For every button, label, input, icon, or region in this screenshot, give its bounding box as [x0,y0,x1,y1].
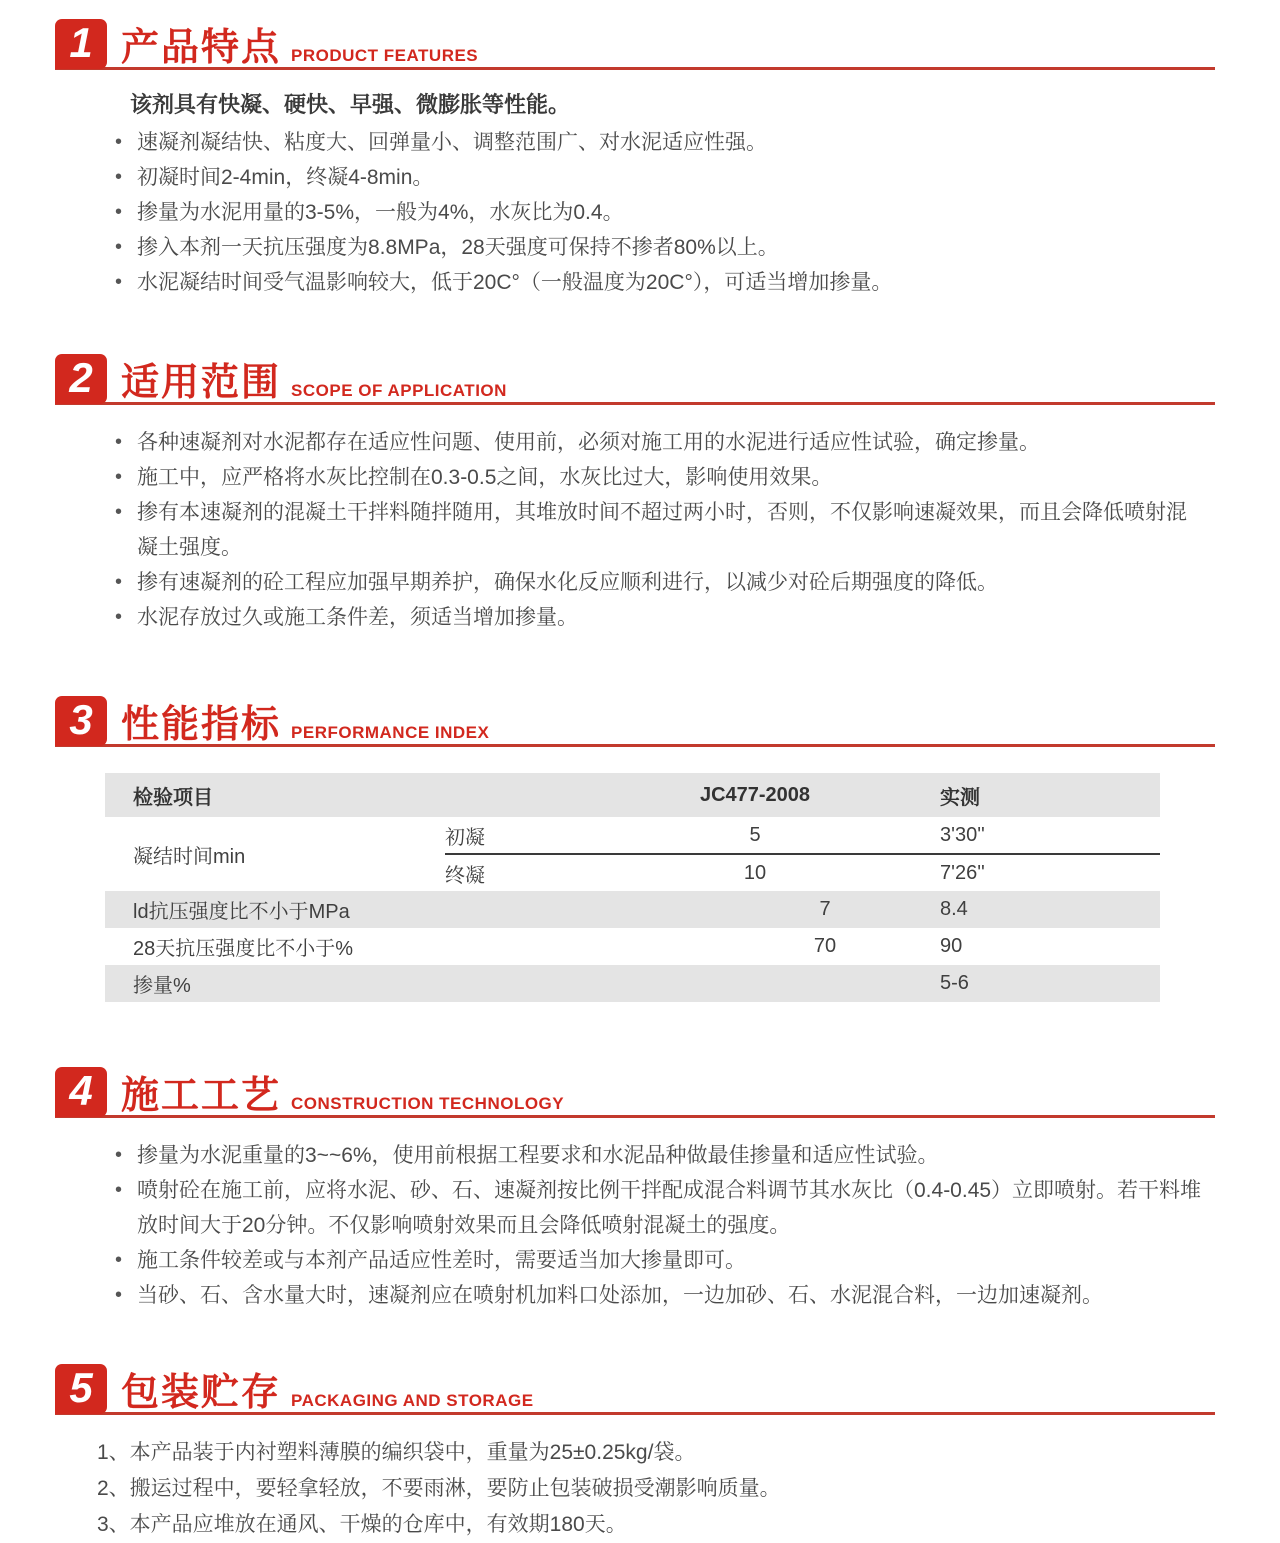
table-cell-measured: 8.4 [940,898,968,920]
bullet-item: • 各种速凝剂对水泥都存在适应性问题、使用前，必须对施工用的水泥进行适应性试验，确定掺量。 [115,425,1205,460]
table-cell-item: 28天抗压强度比不小于% [133,938,354,960]
section-title-en: PACKAGING AND STORAGE [291,1391,534,1410]
section-header [55,697,1215,747]
table-cell-measured: 7'26'' [940,861,985,884]
table-header-jc: JC477-2008 [699,783,811,806]
section-header [55,355,1215,405]
table-cell-jc: 10 [743,861,767,884]
bullet-item: • 速凝剂凝结快、粘度大、回弹量小、调整范围广、对水泥适应性强。 [115,125,1205,160]
bullet-item: • 喷射砼在施工前，应将水泥、砂、石、速凝剂按比例干拌配成混合料调节其水灰比（0.4-0.45）立即喷射。若干料堆放时间大于20分钟。不仅影响喷射效果而且会降低喷射混凝土的强度。 [115,1173,1205,1243]
bullet-item: • 初凝时间2-4min，终凝4-8min。 [115,160,1205,195]
table-cell-measured: 5-6 [940,972,969,994]
section-body [55,88,1215,300]
bullet-item: • 当砂、石、含水量大时，速凝剂应在喷射机加料口处添加，一边加砂、石、水泥混合料，一边加速凝剂。 [115,1278,1205,1313]
table-header-item: 检验项目 [133,786,213,809]
section-construction-technology [55,1068,1215,1313]
bullet-item: • 施工条件较差或与本剂产品适应性差时，需要适当加大掺量即可。 [115,1243,1205,1278]
bullet-item: • 掺有本速凝剂的混凝土干拌料随拌随用，其堆放时间不超过两小时，否则，不仅影响速凝效果，而且会降低喷射混凝土强度。 [115,495,1205,565]
section-body [55,1415,1215,1543]
bullet-item: • 施工中，应严格将水灰比控制在0.3-0.5之间，水灰比过大，影响使用效果。 [115,460,1205,495]
section-title-zh: 产品特点 [121,27,282,69]
table-row [105,965,1160,1002]
section-performance-index [55,697,1215,1002]
feature-intro: 该剂具有快凝、硬快、早强、微膨胀等性能。 [130,92,571,117]
table-row [105,891,1160,928]
bullet-item: • 掺量为水泥用量的3-5%，一般为4%，水灰比为0.4。 [115,195,1205,230]
section-number-badge: 4 [55,1067,107,1117]
section-number-badge: 1 [55,19,107,69]
section-gap [55,300,1215,355]
section-gap [55,635,1215,697]
table-cell-jc: 70 [813,935,837,957]
table-subrow-initial-set [445,817,1160,853]
section-title-zh: 性能指标 [121,704,282,746]
table-cell-jc: 7 [819,898,831,920]
table-cell-item: ld抗压强度比不小于MPa [133,901,350,923]
table-header-measured: 实测 [940,786,980,809]
table-row-setting-time [105,817,1160,891]
table-cell-item: 掺量% [133,975,191,997]
table-subrow-final-set [445,853,1160,891]
section-title-en: SCOPE OF APPLICATION [291,381,507,400]
numbered-item: 3、本产品应堆放在通风、干燥的仓库中，有效期180天。 [97,1513,627,1536]
numbered-item: 1、本产品装于内衬塑料薄膜的编织袋中，重量为25±0.25kg/袋。 [97,1441,696,1464]
table-header-row [105,773,1160,817]
table-cell-measured: 3'30'' [940,823,985,846]
table-cell-jc [745,965,905,1002]
table-cell-sub-label: 终凝 [445,864,485,887]
section-title-zh: 包装贮存 [121,1372,282,1414]
section-title-zh: 适用范围 [121,362,282,404]
section-title-en: PRODUCT FEATURES [291,46,479,65]
section-body [55,405,1215,635]
table-cell-jc: 5 [749,823,761,846]
section-number-badge: 3 [55,696,107,746]
section-product-features [55,20,1215,300]
section-title-zh: 施工工艺 [121,1075,282,1117]
bullet-item: • 掺量为水泥重量的3~~6%，使用前根据工程要求和水泥品种做最佳掺量和适应性试验。 [115,1138,1205,1173]
section-gap [55,1002,1215,1068]
section-title-en: PERFORMANCE INDEX [291,723,490,742]
performance-table [105,773,1160,1002]
bullet-item: • 水泥凝结时间受气温影响较大，低于20C°（一般温度为20C°），可适当增加掺量。 [115,265,1205,300]
table-cell-sub-label: 初凝 [445,826,485,849]
table-cell-measured: 90 [940,935,963,957]
section-title-en: CONSTRUCTION TECHNOLOGY [291,1094,565,1113]
table-row [105,928,1160,965]
section-number-badge: 5 [55,1364,107,1414]
numbered-item: 2、搬运过程中，要轻拿轻放，不要雨淋，要防止包装破损受潮影响质量。 [97,1477,781,1500]
bullet-item: • 水泥存放过久或施工条件差，须适当增加掺量。 [115,600,1205,635]
bullet-item: • 掺入本剂一天抗压强度为8.8MPa，28天强度可保持不掺者80%以上。 [115,230,1205,265]
section-scope-of-application [55,355,1215,635]
section-header [55,20,1215,70]
table-cell-item: 凝结时间min [133,845,246,868]
section-packaging-storage [55,1365,1215,1543]
section-header [55,1068,1215,1118]
section-number-badge: 2 [55,354,107,404]
bullet-item: • 掺有速凝剂的砼工程应加强早期养护，确保水化反应顺利进行，以减少对砼后期强度的降低。 [115,565,1205,600]
section-body [55,1118,1215,1313]
section-header [55,1365,1215,1415]
section-gap [55,1313,1215,1365]
